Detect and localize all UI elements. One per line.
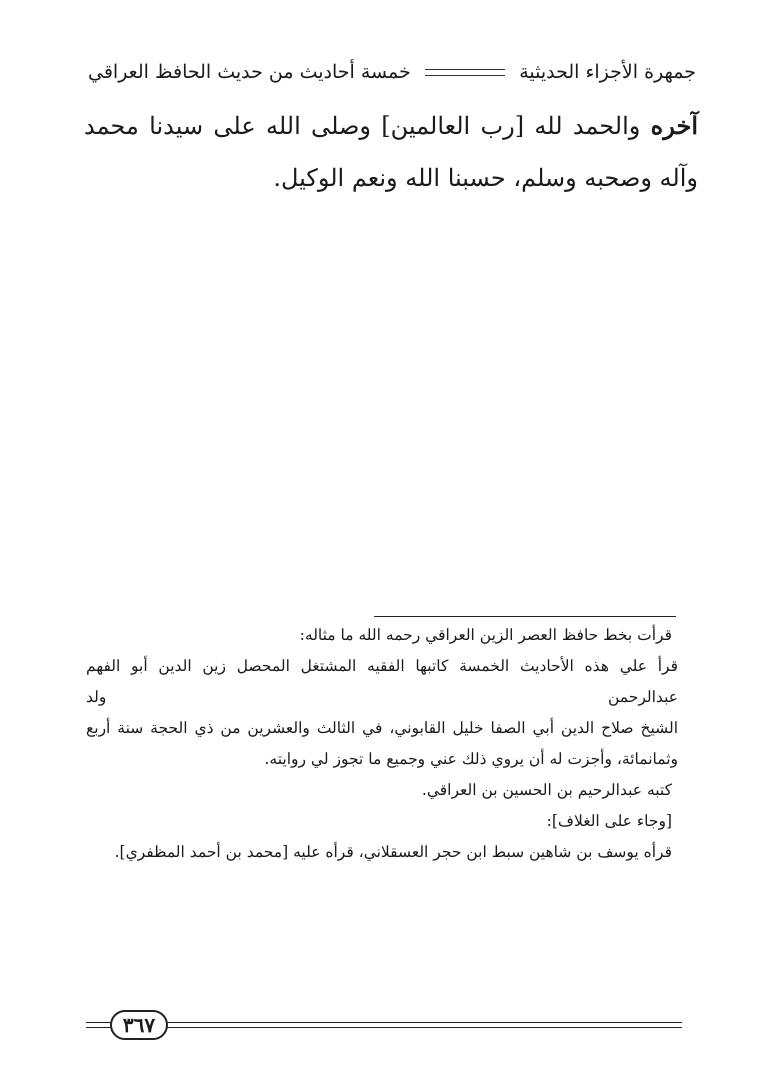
footnote-line: قرأت بخط حافظ العصر الزين العراقي رحمه الله ما مثاله: xyxy=(299,626,672,644)
running-header xyxy=(88,52,696,92)
main-text xyxy=(84,100,698,204)
footnote-line: قرأ علي هذه الأحاديث الخمسة كاتبها الفقيه المشتغل المحصل زين الدين أبو الفهم عبدالرحمن ولد xyxy=(86,657,678,706)
lead-word: آخره xyxy=(650,111,698,140)
footnote-separator xyxy=(374,616,676,617)
footnote-line: وثمانمائة، وأجزت له أن يروي ذلك عني وجميع ما تجوز لي روايته. xyxy=(264,750,678,768)
footnotes xyxy=(86,620,678,868)
main-text-content: والحمد لله [رب العالمين] وصلى الله على سيدنا محمد وآله وصحبه وسلم، حسبنا الله ونعم الوكيل. xyxy=(84,112,698,192)
footnote-line: [وجاء على الغلاف]: xyxy=(546,812,672,830)
footer-rule xyxy=(164,1022,682,1023)
footnote-line: قرأه يوسف بن شاهين سبط ابن حجر العسقلاني، قرأه عليه [محمد بن أحمد المظفري]. xyxy=(114,843,672,861)
book-title: جمهرة الأجزاء الحديثية xyxy=(519,61,696,83)
footer-rule xyxy=(86,1022,112,1023)
footnote-line: الشيخ صلاح الدين أبي الصفا خليل القابوني، في الثالث والعشرين من ذي الحجة سنة أربع xyxy=(86,719,678,737)
header-divider xyxy=(425,69,505,76)
page-footer xyxy=(86,1008,682,1044)
footer-rule xyxy=(86,1027,112,1028)
page-number: ٣٦٧ xyxy=(110,1010,168,1040)
part-title: خمسة أحاديث من حديث الحافظ العراقي xyxy=(88,61,411,83)
footer-rule xyxy=(164,1027,682,1028)
footnote-line: كتبه عبدالرحيم بن الحسين بن العراقي. xyxy=(421,781,672,799)
